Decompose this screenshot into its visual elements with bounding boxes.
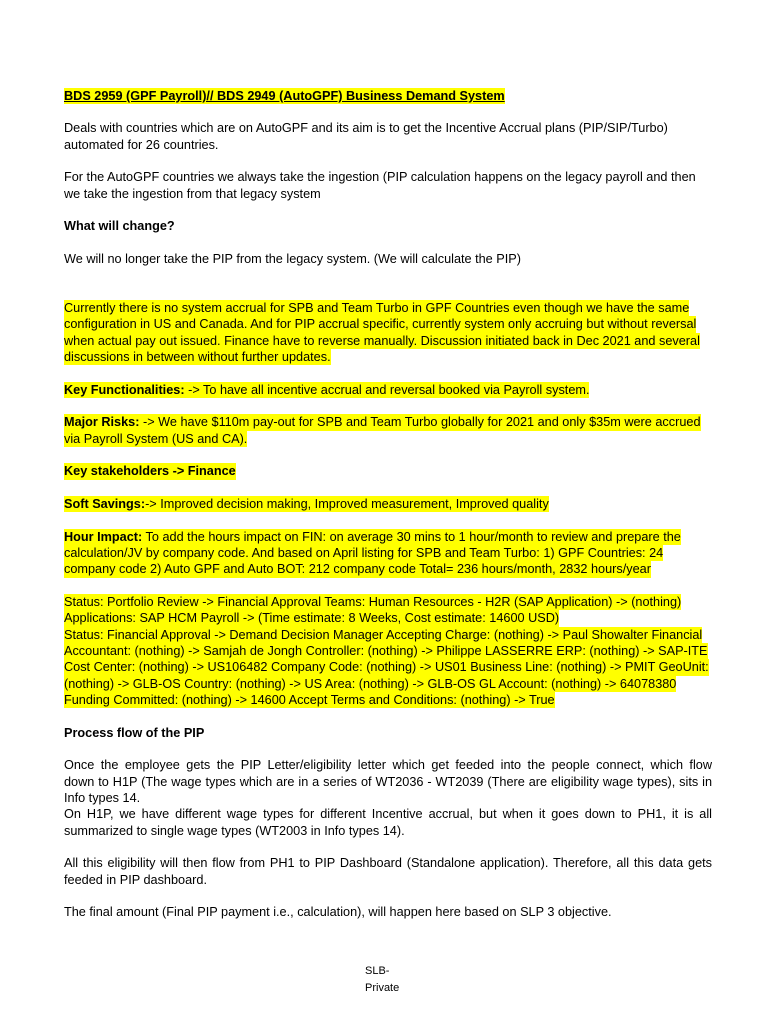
paragraph-line: automated for 26 countries. <box>64 137 219 152</box>
highlighted-line <box>64 545 712 561</box>
highlight-run <box>64 463 236 479</box>
highlighted-line <box>64 529 712 545</box>
change-paragraph <box>64 251 712 267</box>
paragraph-line: Deals with countries which are on AutoGPF and its aim is to get the Incentive Accrual plans (PIP/SIP/Turbo) <box>64 121 668 136</box>
highlighted-line <box>64 414 712 430</box>
highlighted-text: Status: Portfolio Review -> Financial Approval Teams: Human Resources - H2R (SAP Application) -> (nothing) <box>64 594 682 609</box>
paragraph-line: we take the ingestion from that legacy system <box>64 186 321 201</box>
status-line <box>64 627 712 643</box>
field-label: Key Functionalities: <box>64 382 185 397</box>
highlighted-text: Funding Committed: (nothing) -> 14600 Accept Terms and Conditions: (nothing) -> True <box>64 692 555 707</box>
highlighted-text: calculation/JV by company code. And based on April listing for SPB and Team Turbo: 1) GPF Countries: 24 <box>64 546 664 560</box>
field-label: Soft Savings: <box>64 497 146 512</box>
current-state-paragraph <box>64 300 712 365</box>
highlighted-text: Applications: SAP HCM Payroll -> (Time estimate: 8 Weeks, Cost estimate: 14600 USD) <box>64 611 560 626</box>
document-title: BDS 2959 (GPF Payroll)// BDS 2949 (AutoGPF) Business Demand System <box>64 88 505 103</box>
title-block <box>64 88 712 104</box>
field-value: -> Finance <box>172 464 236 479</box>
paragraph-line: The final amount (Final PIP payment i.e., calculation), will happen here based on SLP 3 objective. <box>64 905 612 920</box>
footer-classification: SLB- <box>365 964 390 977</box>
field-value: -> We have $110m pay-out for SPB and Team Turbo globally for 2021 and only $35m were accrued <box>142 415 701 430</box>
highlighted-text: when actual pay out issued. Finance have to reverse manually. Discussion initiated back in Dec 2021 and several <box>64 333 700 348</box>
paragraph-line: feeded in PIP dashboard. <box>64 872 207 887</box>
major-risks-paragraph <box>64 414 712 447</box>
process-flow-heading-block <box>64 725 712 741</box>
section-heading: What will change? <box>64 219 175 234</box>
highlighted-text: (nothing) -> GLB-OS Country: (nothing) -> US Area: (nothing) -> GLB-OS GL Account: (nothing) -> 64078380 <box>64 676 677 691</box>
highlight-run <box>64 414 701 430</box>
highlighted-text: company code 2) Auto GPF and Auto BOT: 212 company code Total= 236 hours/month, 2832 hours/year <box>64 562 651 577</box>
highlighted-line <box>64 382 712 398</box>
highlighted-line <box>64 463 712 479</box>
field-value: To add the hours impact on FIN: on average 30 mins to 1 hour/month to review and prepare the <box>145 529 681 544</box>
status-line <box>64 676 712 692</box>
field-label: Major Risks: <box>64 415 140 430</box>
field-value: -> Improved decision making, Improved measurement, Improved quality <box>145 497 549 512</box>
paragraph-line: summarized to single wage types (WT2003 in Info types 14). <box>64 823 405 838</box>
highlighted-text: Status: Financial Approval -> Demand Decision Manager Accepting Charge: (nothing) -> Paul Showalter Financial <box>64 627 703 642</box>
highlight-run <box>64 382 589 398</box>
paragraph-line: For the AutoGPF countries we always take the ingestion (PIP calculation happens on the legacy payroll and then <box>64 170 696 185</box>
overview-paragraph <box>64 120 712 153</box>
status-line <box>64 659 712 675</box>
hour-impact-paragraph <box>64 529 712 578</box>
status-block <box>64 594 712 708</box>
highlighted-line <box>64 496 712 512</box>
highlighted-text: Cost Center: (nothing) -> US106482 Company Code: (nothing) -> US01 Business Line: (nothing) -> PMIT GeoUnit: <box>64 660 709 675</box>
soft-savings-paragraph <box>64 496 712 512</box>
highlighted-text: discussions in between without further updates. <box>64 350 331 365</box>
paragraph-line: Info types 14. <box>64 790 141 805</box>
highlight-run <box>64 529 681 545</box>
page-footer <box>365 963 399 997</box>
highlight-run <box>64 496 549 512</box>
footer-label: Private <box>365 981 400 994</box>
status-line <box>64 692 712 708</box>
document-body <box>64 88 712 937</box>
paragraph-line: All this eligibility will then flow from PH1 to PIP Dashboard (Standalone application). Therefore, all this data gets <box>64 856 712 871</box>
highlighted-text: Currently there is no system accrual for SPB and Team Turbo in GPF Countries even though we have the same <box>64 301 690 316</box>
title-line <box>64 88 712 104</box>
highlighted-text: configuration in US and Canada. And for PIP accrual specific, currently system only accruing but without reversal <box>64 317 697 332</box>
status-line <box>64 643 712 659</box>
change-heading-block <box>64 218 712 234</box>
highlighted-line <box>64 316 712 332</box>
highlighted-line <box>64 333 712 349</box>
paragraph-line: We will no longer take the PIP from the legacy system. (We will calculate the PIP) <box>64 252 521 267</box>
section-heading: Process flow of the PIP <box>64 725 205 740</box>
eligibility-paragraph <box>64 757 712 839</box>
highlighted-line <box>64 431 712 447</box>
key-stakeholders-paragraph <box>64 463 712 479</box>
field-value: -> To have all incentive accrual and reversal booked via Payroll system. <box>188 382 590 397</box>
ingestion-paragraph <box>64 169 712 202</box>
highlighted-text: via Payroll System (US and CA). <box>64 431 248 446</box>
highlighted-text: Accountant: (nothing) -> Samjah de Jongh Controller: (nothing) -> Philippe LASSERRE ERP: (nothing) -> SAP-ITE <box>64 643 708 658</box>
paragraph-line: On H1P, we have different wage types for different Incentive accrual, but when it goes down to PH1, it is all <box>64 807 712 822</box>
final-amount-paragraph <box>64 904 712 920</box>
key-functionalities-paragraph <box>64 382 712 398</box>
status-line <box>64 594 712 610</box>
status-line <box>64 610 712 626</box>
paragraph-line: Once the employee gets the PIP Letter/eligibility letter which get feeded into the people connect, which flow <box>64 758 712 773</box>
field-label: Hour Impact: <box>64 529 143 544</box>
paragraph-line: down to H1P (The wage types which are in a series of WT2036 - WT2039 (There are eligibility wage types), sits in <box>64 774 712 789</box>
highlighted-line <box>64 561 712 577</box>
dashboard-paragraph <box>64 855 712 888</box>
field-label: Key stakeholders <box>64 464 170 479</box>
highlighted-line <box>64 349 712 365</box>
highlighted-line <box>64 300 712 316</box>
